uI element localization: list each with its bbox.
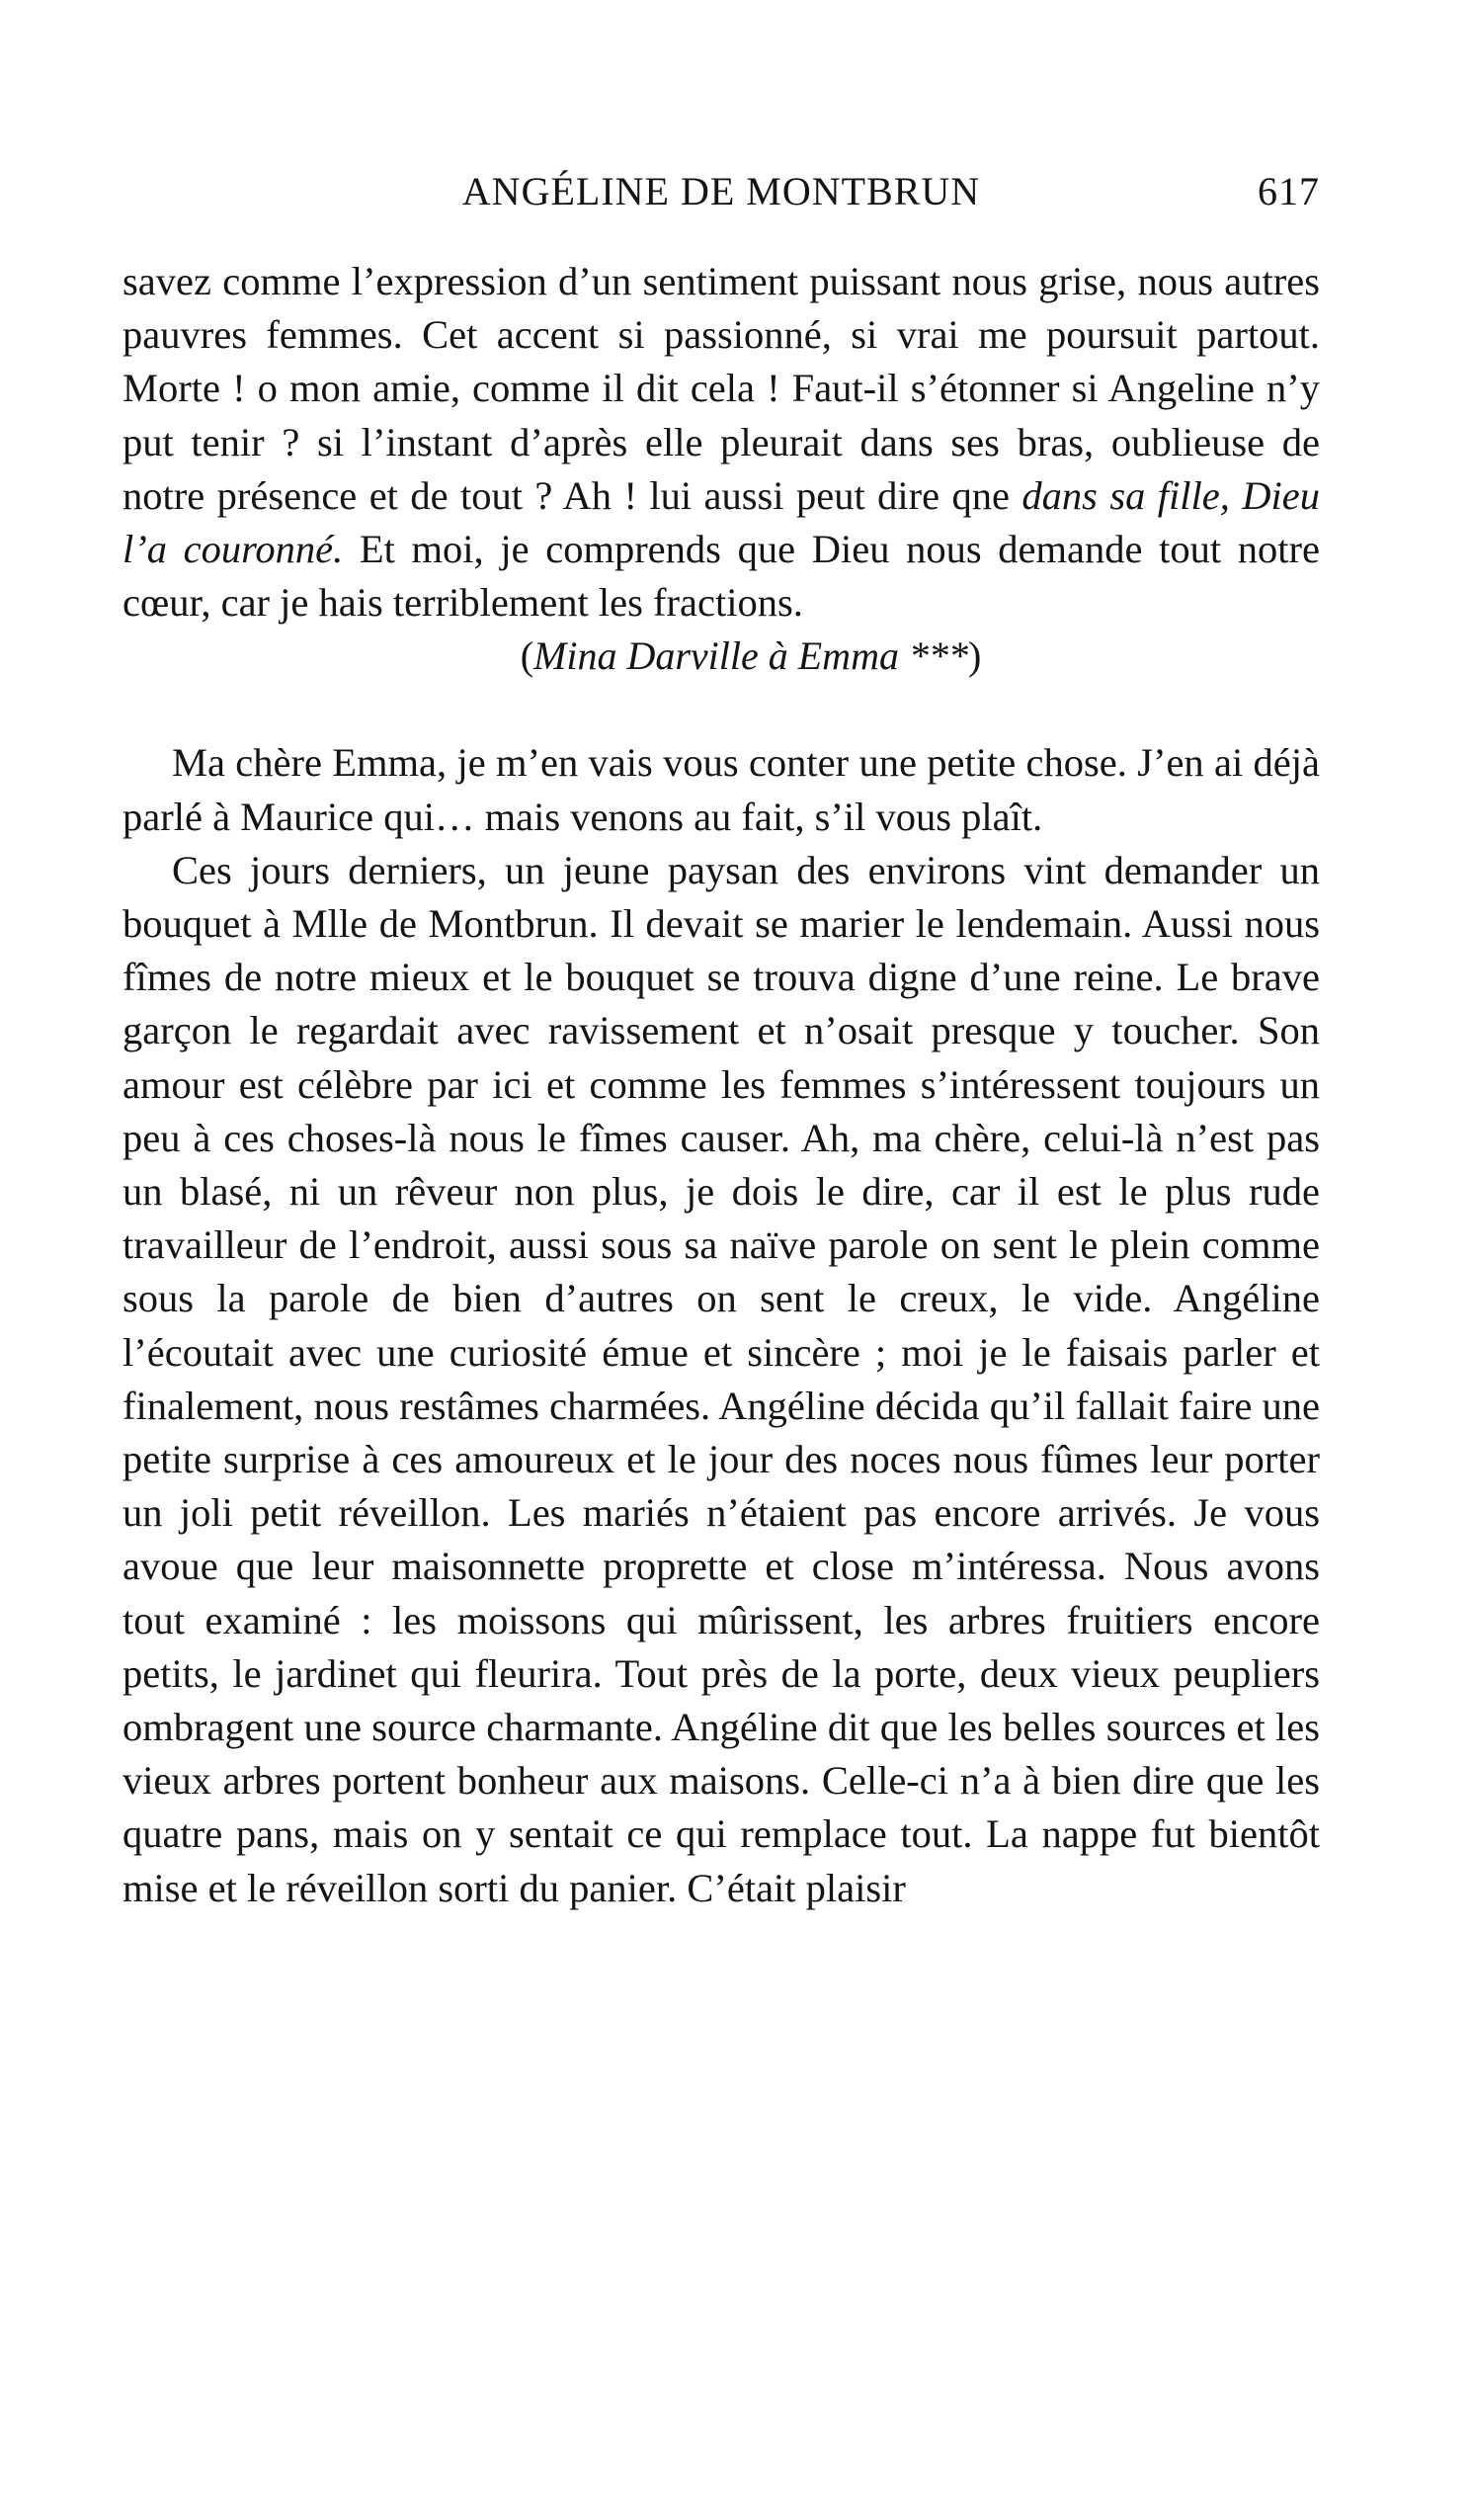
attribution-text: Mina Darville à Emma *** xyxy=(533,633,968,679)
running-title: ANGÉLINE DE MONTBRUN xyxy=(461,169,981,213)
running-header xyxy=(122,168,1320,227)
book-page xyxy=(122,168,1320,1915)
page-body xyxy=(122,255,1320,1915)
attribution-open-paren: ( xyxy=(520,633,534,679)
paragraph-continued xyxy=(122,255,1320,630)
attribution-close-paren: ) xyxy=(967,633,982,679)
italic-quote: dans sa fille, Dieu l’a couronné. xyxy=(122,472,1320,572)
section-spacer xyxy=(122,683,1320,736)
paragraph-text: savez comme l’expression d’un sentiment puissant nous grise, nous autres pauvres femmes. Cet accent si passionné, si vrai me poursuit partout. Morte ! o mon amie, comme il dit cela ! Faut-il s’étonner si Angeline n’y put tenir ? si l’instant d’après elle pleurait dans ses bras, oublieuse de notre présence et de tout ? Ah ! lui aussi peut dire qne xyxy=(122,259,1320,518)
page-number: 617 xyxy=(1258,169,1320,213)
paragraph-text: Et moi, je comprends que Dieu nous demande tout notre cœur, car je hais terriblement les fractions. xyxy=(122,527,1320,626)
letter-attribution xyxy=(182,630,1320,683)
paragraph: Ces jours derniers, un jeune paysan des environs vint demander un bouquet à Mlle de Montbrun. Il devait se marier le lendemain. Aussi nous fîmes de notre mieux et le bouquet se trouva digne d’une reine. Le brave garçon le regardait avec ravissement et n’osait presque y toucher. Son amour est célèbre par ici et comme les femmes s’intéressent toujours un peu à ces choses-là nous le fîmes causer. Ah, ma chère, celui-là n’est pas un blasé, ni un rêveur non plus, je dois le dire, car il est le plus rude travailleur de l’endroit, aussi sous sa naïve parole on sent le plein comme sous la parole de bien d’autres on sent le creux, le vide. Angéline l’écoutait avec une curiosité émue et sincère ; moi je le faisais parler et finalement, nous restâmes charmées. Angéline décida qu’il fallait faire une petite surprise à ces amoureux et le jour des noces nous fûmes leur porter un joli petit réveillon. Les mariés n’étaient pas encore arrivés. Je vous avoue que leur maisonnette proprette et close m’intéressa. Nous avons tout examiné : les moissons qui mûrissent, les arbres fruitiers encore petits, le jardinet qui fleurira. Tout près de la porte, deux vieux peupliers ombragent une source charmante. Angéline dit que les belles sources et les vieux arbres portent bonheur aux maisons. Celle-ci n’a à bien dire que les quatre pans, mais on y sentait ce qui remplace tout. La nappe fut bientôt mise et le réveillon sorti du panier. C’était plaisir xyxy=(122,847,1320,1910)
paragraph: Ma chère Emma, je m’en vais vous conter une petite chose. J’en ai déjà parlé à Maurice qui… mais venons au fait, s’il vous plaît. xyxy=(122,740,1320,839)
